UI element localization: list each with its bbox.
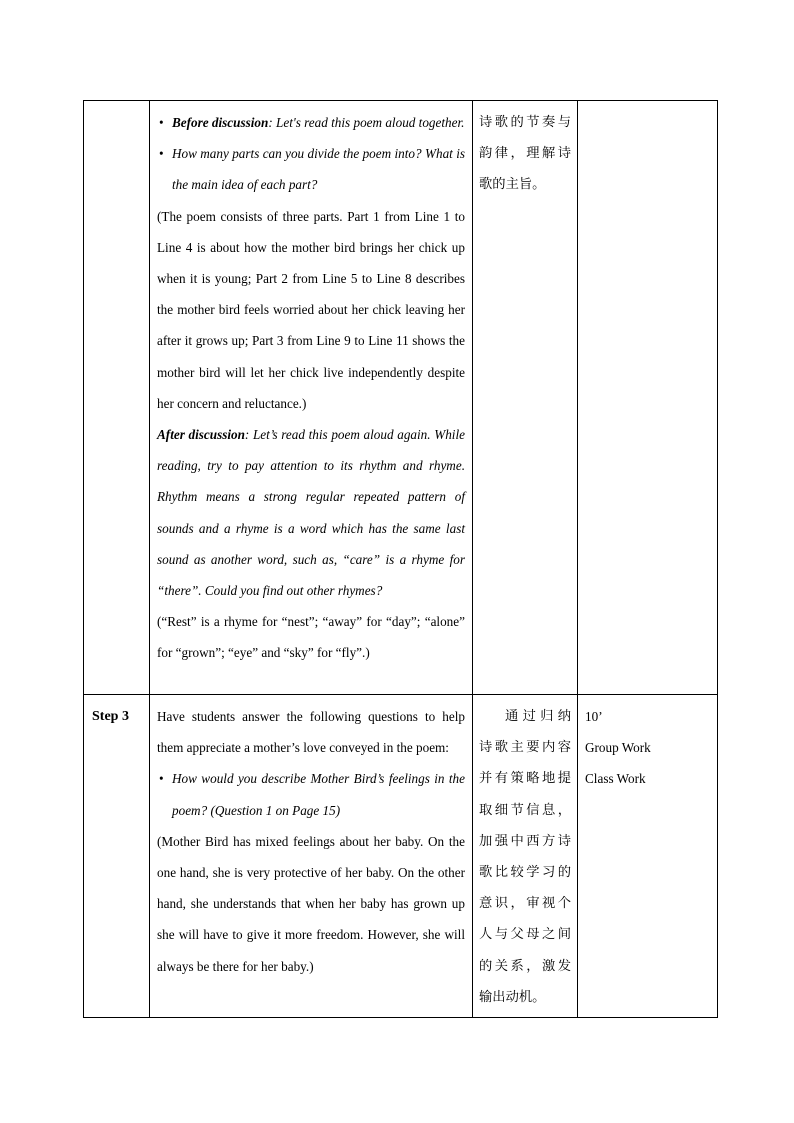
answer-rhymes: (“Rest” is a rhyme for “nest”; “away” for “day”; “alone” for “grown”; “eye” and “sky” for “fly”.) [157, 614, 465, 661]
organization-group-work: Group Work [585, 740, 651, 756]
purpose-text: 通过归纳诗歌主要内容并有策略地提取细节信息，加强中西方诗歌比较学习的意识，审视个人与父母之间的关系，激发输出动机。 [479, 709, 571, 1005]
after-discussion-label: After discussion [157, 427, 245, 443]
time-organization-cell [578, 101, 718, 695]
before-discussion-item [157, 107, 465, 138]
time-text [578, 101, 717, 107]
answer-feelings: (Mother Bird has mixed feelings about her baby. On the one hand, she is very protective of her baby. On the other hand, she understands that when her baby has grown up she will have to give it more freedom. However, she will always be there for her baby.) [157, 833, 465, 974]
purpose-cell [473, 101, 578, 695]
answer-parts: (The poem consists of three parts. Part 1 from Line 1 to Line 4 is about how the mother bird brings her chick up when it is young; Part 2 from Line 5 to Line 8 describes the mother bird feels worried about her chick leaving her after it grows up; Part 3 from Line 9 to Line 11 shows the mother bird will let her chick live independently despite her concern and reluctance.) [157, 208, 465, 411]
table-row [84, 101, 718, 695]
question-feelings: • How would you describe Mother Bird’s feelings in the poem? (Question 1 on Page 15) [157, 763, 465, 825]
purpose-cell [473, 695, 578, 1018]
time-organization-cell [578, 695, 718, 1018]
purpose-text: 诗歌的节奏与韵律，理解诗歌的主旨。 [479, 115, 571, 193]
before-discussion-label: Before discussion [172, 115, 269, 130]
organization-class-work: Class Work [585, 771, 646, 787]
procedure-cell [150, 695, 473, 1018]
table-row [84, 695, 718, 1018]
time-text: 10’ [585, 709, 603, 724]
question-parts: • How many parts can you divide the poem into? What is the main idea of each part? [157, 138, 465, 200]
after-discussion-text: : Let’s read this poem aloud again. While reading, try to pay attention to its rhythm and rhyme. Rhythm means a strong regular repeated pattern of sounds and a rhyme is a word which has the same last sound as another word, such as, “care” is a rhyme for “there”. Could you find out other rhymes? [157, 427, 465, 599]
step-label: Step 3 [92, 709, 129, 724]
before-discussion-text: : Let's read this poem aloud together. [268, 115, 465, 130]
lesson-plan-table [83, 100, 718, 1018]
step-label [84, 101, 149, 107]
step-cell [84, 101, 150, 695]
procedure-cell [150, 101, 473, 695]
step3-intro: Have students answer the following questions to help them appreciate a mother’s love conveyed in the poem: [157, 709, 465, 756]
after-discussion-item [157, 419, 465, 606]
step-cell [84, 695, 150, 1018]
